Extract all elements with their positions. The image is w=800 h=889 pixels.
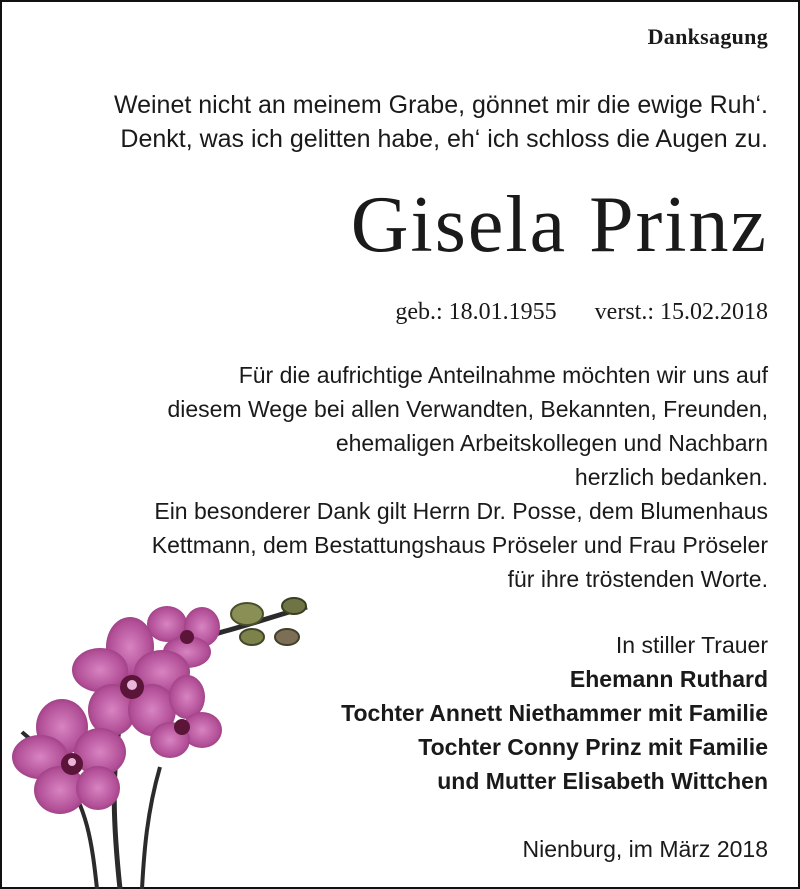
thanks-text <box>152 358 768 596</box>
deceased-name: Gisela Prinz <box>350 181 768 269</box>
thanks-line: herzlich bedanken. <box>574 464 768 490</box>
mourners-intro: In stiller Trauer <box>615 632 768 658</box>
thanks-line: diesem Wege bei allen Verwandten, Bekannten, Freunden, <box>167 396 768 422</box>
thanks-line: Ein besonderer Dank gilt Herrn Dr. Posse, dem Blumenhaus <box>154 498 768 524</box>
birth-date: geb.: 18.01.1955 <box>395 299 557 325</box>
mourners-block <box>341 628 768 798</box>
thanks-line: ehemaligen Arbeitskollegen und Nachbarn <box>335 430 768 456</box>
life-dates <box>395 296 768 328</box>
thanks-line: Für die aufrichtige Anteilnahme möchten wir uns auf <box>238 362 768 388</box>
death-date: verst.: 15.02.2018 <box>594 299 768 325</box>
mourner-name: Tochter Annett Niethammer mit Familie <box>341 700 768 726</box>
verse-line: Weinet nicht an meinem Grabe, gönnet mir die ewige Ruh‘. <box>113 91 768 119</box>
verse-line: Denkt, was ich gelitten habe, eh‘ ich schloss die Augen zu. <box>120 125 768 153</box>
thanks-line: Kettmann, dem Bestattungshaus Pröseler und Frau Pröseler <box>151 532 768 558</box>
orchid-illustration <box>2 592 332 889</box>
mourner-name: Tochter Conny Prinz mit Familie <box>418 734 768 760</box>
mourner-name: und Mutter Elisabeth Wittchen <box>437 768 768 794</box>
place-and-date: Nienburg, im März 2018 <box>522 836 768 862</box>
heading: Danksagung <box>647 24 768 49</box>
thanks-line: für ihre tröstenden Worte. <box>507 566 768 592</box>
verse <box>114 88 768 156</box>
mourner-name: Ehemann Ruthard <box>569 666 768 692</box>
